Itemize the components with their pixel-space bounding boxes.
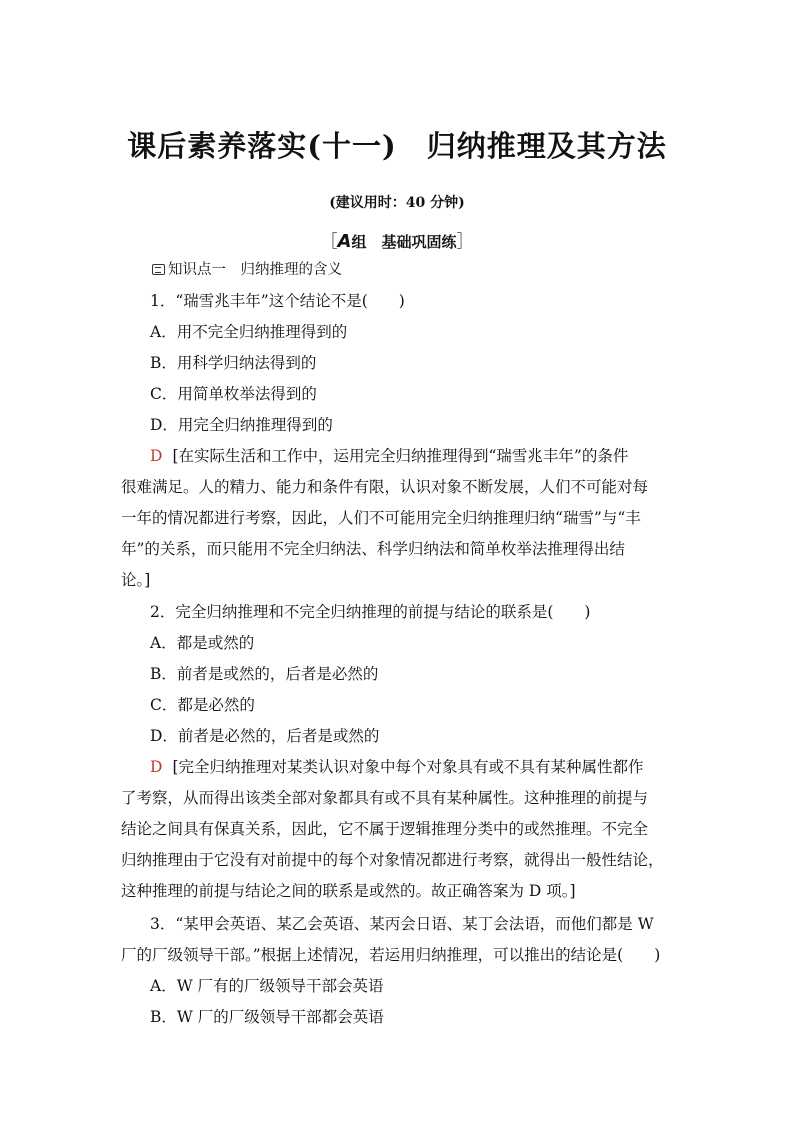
question-1-option-c: C．用简单枚举法得到的	[150, 385, 317, 403]
question-2-explanation-line-2: 了考察，从而得出该类全部对象都具有或不具有某种属性。这种推理的前提与	[121, 789, 649, 807]
question-2-explanation-text-1: [完全归纳推理对某类认识对象中每个对象具有或不具有某种属性都作	[172, 758, 644, 776]
page-title	[0, 124, 794, 165]
question-2-option-c: C．都是必然的	[150, 696, 255, 714]
question-3-stem-line-2: 厂的厂级领导干部。”根据上述情况，若运用归纳推理，可以推出的结论是( )	[121, 946, 661, 964]
question-1-option-a: A．用不完全归纳推理得到的	[150, 323, 348, 341]
group-bracket-close: ］	[456, 232, 474, 252]
question-1-option-b: B．用科学归纳法得到的	[150, 354, 317, 372]
group-label: 组 基础巩固练	[351, 233, 457, 251]
question-2-option-d: D．前者是必然的，后者是或然的	[150, 727, 380, 745]
question-3-option-b: B．W 厂的厂级领导干部都会英语	[150, 1008, 384, 1026]
question-1-explanation-line-3: 一年的情况都进行考察，因此，人们不可能用完全归纳推理归纳“瑞雪”与“丰	[121, 509, 641, 527]
group-bracket-open: ［	[320, 232, 338, 252]
question-1-explanation-line-4: 年”的关系，而只能用不完全归纳法、科学归纳法和简单枚举法推理得出结	[121, 540, 625, 558]
knowledge-point-label: 知识点一 归纳推理的含义	[168, 262, 342, 278]
question-2-explanation-line-4: 归纳推理由于它没有对前提中的每个对象情况都进行考察，就得出一般性结论，	[121, 851, 664, 869]
group-heading	[0, 227, 794, 252]
question-2-option-a: A．都是或然的	[150, 634, 255, 652]
question-2-option-b: B．前者是或然的，后者是必然的	[150, 665, 379, 683]
knowledge-point-heading	[151, 260, 342, 280]
question-3-option-a: A．W 厂有的厂级领导干部会英语	[150, 977, 384, 995]
title-left: 课后素养落实(十一)	[127, 129, 397, 163]
title-right: 归纳推理及其方法	[426, 129, 667, 163]
question-2-explanation-line-3: 结论之间具有保真关系，因此，它不属于逻辑推理分类中的或然推理。不完全	[121, 820, 649, 838]
knowledge-point-icon	[151, 262, 166, 275]
question-1-answer: D	[150, 447, 163, 465]
group-letter: A	[337, 231, 352, 252]
question-1-stem: 1．“瑞雪兆丰年”这个结论不是( )	[150, 292, 405, 310]
question-1-explanation-line-1	[150, 446, 628, 466]
question-1-explanation-line-5: 论。]	[121, 571, 151, 589]
question-3-stem-line-1: 3．“某甲会英语、某乙会英语、某丙会日语、某丁会法语，而他们都是 W	[150, 915, 654, 933]
question-1-explanation-line-2: 很难满足。人的精力、能力和条件有限，认识对象不断发展，人们不可能对每	[121, 478, 649, 496]
question-2-explanation-line-1	[150, 757, 644, 777]
question-2-answer: D	[150, 758, 163, 776]
question-1-explanation-text-1: [在实际生活和工作中，运用完全归纳推理得到“瑞雪兆丰年”的条件	[172, 447, 629, 465]
question-1-option-d: D．用完全归纳推理得到的	[150, 416, 333, 434]
question-2-explanation-line-5: 这种推理的前提与结论之间的联系是或然的。故正确答案为 D 项。]	[121, 882, 576, 900]
suggested-time: (建议用时：40 分钟)	[329, 195, 465, 211]
question-2-stem: 2．完全归纳推理和不完全归纳推理的前提与结论的联系是( )	[150, 603, 591, 621]
